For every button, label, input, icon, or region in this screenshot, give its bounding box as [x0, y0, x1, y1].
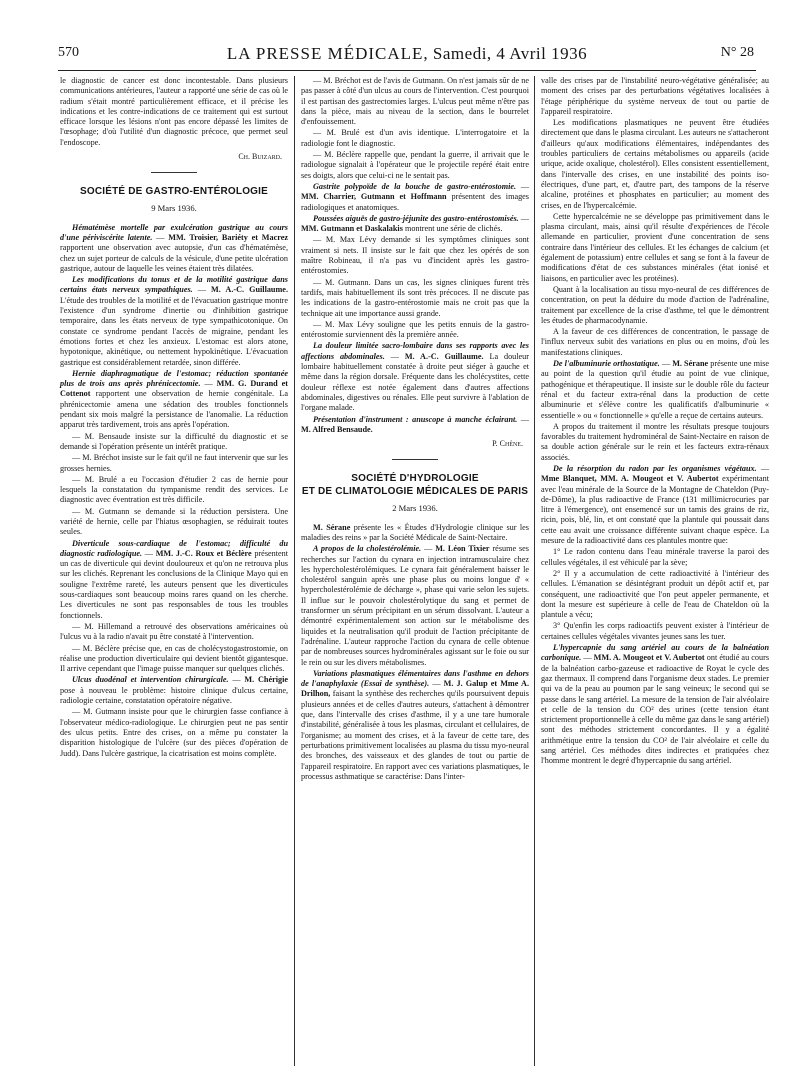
article-authors: M. A.-C. Guillaume.	[404, 351, 484, 361]
article-title: Hernie diaphragmatique de l'estomac; réduction spontanée plus de trois ans après phrénicectomie.	[60, 368, 288, 389]
article-title: De l'albuminurie orthostatique.	[553, 359, 660, 369]
discussion: — M. Gutmann insiste pour que le chirurgien fasse confiance à l'observateur médico-radiologique. Le chirurgien peut ne pas sentir des ulcus petits. Entre des crises, on a même pu constater la disparition histologique de l'ulcère (sur des pièces d'opération de Judd). Dans l'ulcère gastrique, la cicatrisation est moins complète.	[60, 707, 288, 758]
article-authors: M. J. Galup et Mme A. Drilhon,	[301, 679, 530, 699]
page-header	[58, 44, 756, 71]
article: L'hypercapnie du sang artériel au cours de la balnéation carbonique. — MM. A. Mougeot et V. Aubertot ont étudié au cours de la balnéation carbo-gazeuse et radioactive de Royat le cycle des gaz thermaux. Il comprend dans l'organisme deux stades. Le premier qui va de la peau au poumon par le sang veineux; le second qui se passe dans le sang artériel. La mesure de la tension de l'air alvéolaire et celle de la tension du CO² des urines (cette tension étant strictement proportionnelle à celle du même gaz dans le sang artériel) sont des méthodes strictement concordantes. Il y a égalité arithmétique entre la tension du CO² de l'air alvéolaire et celle du sang artériel. Ces méthodes dites indirectes et pratiquées chez l'homme montrent le degré d'hypercapnie du sang artériel.	[541, 643, 769, 766]
article: Hématémèse mortelle par exulcération gastrique au cours d'une périviscérite latente. — MM. Troisier, Bariéty et Macrez rapportent une observation avec autopsie, d'un cas d'hématémèse, chez un sujet porteur de calculs de la vésicule, d'une petite ulcération gastrique, autour de laquelle les veines étaient très dilatées.	[60, 222, 288, 273]
article: Gastrite polypoïde de la bouche de gastro-entérostomie. — MM. Charrier, Gutmann et Hoffmann présentent des images radiologiques et anatomiques.	[301, 181, 530, 212]
paragraph: valle des crises par de l'instabilité neuro-végétative généralisée; au moment des crises par des perturbations végétatives localisées à l'étage périphérique du système nerveux de tout ou partie de l'appareil respiratoire.	[541, 76, 769, 116]
discussion: — M. Bréchot est de l'avis de Gutmann. On n'est jamais sûr de ne pas passer à côté d'un ulcus au cours de l'intervention. C'est pourquoi il est partisan des gastrectomies larges. L'ulcus peut même n'être pas dans la pièce, mais au niveau de la section, dans le bourrelet d'enfouissement.	[301, 76, 529, 127]
journal-name: LA PRESSE MÉDICALE	[226, 44, 424, 63]
paragraph: le diagnostic de cancer est donc incontestable. Dans plusieurs communications antérieures, l'auteur a rapporté une série de cas où le radium s'était montré particulièrement efficace, et il précise les indications et les contre-indications de ce traitement qui est surtout efficace lorsque les lésions n'ont pas encore dépassé les limites de l'œsophage; d'où l'utilité d'un diagnostic précoce, que permet seul l'endoscope.	[60, 76, 288, 147]
column-rule-2	[534, 76, 535, 1066]
issue-date: Samedi, 4 Avril 1936	[432, 44, 588, 63]
paragraph: A propos du traitement il montre les résultats presque toujours favorables du traitement hydrominéral de Saint-Nectaire en raison de sa double action générale sur le rein et les facteurs extra-rénaux associés.	[541, 421, 769, 462]
discussion: — M. Bensaude insiste sur la difficulté du diagnostic et se demande si l'opération présente un intérêt pratique.	[60, 431, 288, 451]
discussion: — M. Brulé est d'un avis identique. L'interrogatoire et la radiologie font le diagnostic.	[301, 128, 529, 148]
article-authors: MM. A. Mougeot et V. Aubertot	[593, 653, 705, 663]
article: De la résorption du radon par les organismes végétaux. — Mme Blanquet, MM. A. Mougeot et V. Aubertot expérimentant avec l'eau minérale de la Source de la Montagne de Chateldon (Puy-de-Dôme), la plus radioactive de France (131 millimicrocuries par litre à l'émergence), ont ensemencé sur un tamis des grains de riz, ricin, pois, blé, lin, et ont constaté que la plantule qui poussait dans cette eau avait une croissance différente suivant chaque espèce. La mesure de la radioactivité dans ces plantules montre que:	[541, 463, 770, 546]
article-text: La douleur lombaire habituellement constatée à droite peut siéger à gauche et même dans la région dorsale. Fréquente dans les cholécystites, cette douleur réflexe est notée également dans d'autres affections abdominales, digestives ou rénales. Elle peut survivre à l'ablation de l'organe malade.	[301, 351, 530, 413]
article-text: présente les « Études d'Hydrologie clinique sur les maladies des reins » par la Société Médicale de Saint-Nectaire.	[301, 522, 529, 542]
article-text: présente une mise au point de la question qu'il étudie au point de vue clinique, pathogénique et thérapeutique. Il insiste sur le double rôle du facteur rénal et du facteur extra-rénal dans la production de cette albuminurie et s'élève contre les qualificatifs d'albuminurie « essentielle » ou « fonctionnelle » qu'elle a reçue de certains auteurs.	[541, 359, 770, 420]
article-text: montrent une série de clichés.	[404, 224, 503, 234]
article-authors: MM. J.-C. Roux et Béclère	[155, 548, 252, 558]
article-text: pose à nouveau le problème: histoire clinique d'ulcus certaine, radiologie certaine, constatation opératoire négative.	[60, 685, 288, 706]
article-title: A propos de la cholestérolémie.	[313, 544, 422, 554]
article-authors: M. A.-C. Guillaume.	[211, 285, 288, 295]
discussion: — M. Gutmann. Dans un cas, les signes cliniques furent très tardifs, mais habituellement ils sont très précoces. Il ne discute pas les indications de la gastro-entérostomie mais ne croit pas que la technique ait une importance aussi grande.	[301, 277, 529, 318]
issue-number: N° 28	[720, 45, 754, 60]
article-title: Diverticule sous-cardiaque de l'estomac; difficulté du diagnostic radiologique.	[60, 538, 288, 558]
article-authors: MM. Troisier, Bariéty et Macrez	[168, 232, 288, 242]
page-number: 570	[58, 45, 79, 60]
column-3	[541, 76, 769, 768]
signature: Ch. Buizard.	[238, 152, 282, 162]
article-text: expérimentant avec l'eau minérale de la Source de la Montagne de Chateldon (Puy-de-Dôme), la plus radioactive de France (131 millimicrocuries par litre à l'émergence), ont ensemencé sur un tamis des grains de riz, ricin, pois, blé, lin, et ont constaté que la plantule qui poussait dans cette eau avait une croissance différente suivant chaque espèce. La mesure de la radioactivité dans ces plantules montre que:	[541, 474, 770, 546]
article-title: Présentation d'instrument : anuscope à manche éclairant.	[313, 414, 518, 424]
section-title	[301, 472, 529, 498]
article: Présentation d'instrument : anuscope à manche éclairant. — M. Alfred Bensaude.	[301, 414, 529, 434]
section-title-line: ET DE CLIMATOLOGIE MÉDICALES DE PARIS	[301, 486, 529, 498]
paragraph: A la faveur de ces différences de concentration, le passage de l'influx nerveux subit des variations en plus ou en moins, d'où les manifestations cliniques.	[541, 327, 769, 357]
section-date: 9 Mars 1936.	[151, 203, 197, 214]
signature: P. Chêne.	[492, 439, 523, 449]
section-date: 2 Mars 1936.	[392, 503, 438, 514]
section-divider	[151, 172, 197, 173]
paragraph: Les modifications plasmatiques ne peuvent être étudiées directement que dans le plasma circulant. Les auteurs ne s'attacheront d'ailleurs qu'aux modifications élémentaires, indépendantes des troubles particuliers de certains métabolismes ou appareils (acide urique, acide oxalique, cholestérol). Elles consistent essentiellement, dans l'intervalle des crises, en une instabilité des points iso-électriques, d'une part, et, d'autre part, des tampons de la réserve alcaline, protéines et phosphates en particulier; au moment des crises, en de l'hypercalcémie.	[541, 118, 769, 210]
discussion: — M. Hillemand a retrouvé des observations américaines où l'ulcus vu à la radio n'avait pu être constaté à l'intervention.	[60, 621, 288, 642]
article-text: présentent des images radiologiques et anatomiques.	[301, 192, 529, 212]
section-title-line: SOCIÉTÉ D'HYDROLOGIE	[351, 473, 479, 485]
article-title: Variations plasmatiques élémentaires dans l'asthme en dehors de l'anaphylaxie (Essai de synthèse).	[301, 668, 529, 689]
article: La douleur limitée sacro-lombaire dans ses rapports avec les affections abdominales. — M. A.-C. Guillaume. La douleur lombaire habituellement constatée à droite peut siéger à gauche et même dans la région dorsale. Fréquente dans les cholécystites, cette douleur réflexe est notée également dans d'autres affections abdominales, digestives ou rénales. Elle peut survivre à l'ablation de l'organe malade.	[301, 341, 530, 413]
article-text: ont étudié au cours de la balnéation carbo-gazeuse et radioactive de Royat le cycle des gaz thermaux. Il comprend dans l'organisme deux stades. Le premier qui va de la peau au poumon par le sang veineux; le second qui se passe dans le sang artériel. La mesure de la tension de l'air alvéolaire et celle de la tension du CO² des urines (cette tension étant strictement proportionnelle à celle du même gaz dans le sang artériel) sont des méthodes strictement concordantes. Il y a égalité arithmétique entre la tension du CO² de l'air alvéolaire et celle du sang artériel. Ces méthodes dites indirectes et pratiquées chez l'homme montrent le degré d'hypercapnie du sang artériel.	[541, 653, 769, 766]
article-text: faisant la synthèse des recherches qu'ils poursuivent depuis plusieurs années et de celles d'autres auteurs, s'attachent à démontrer que, dans l'intervalle des crises d'asthme, il y a une tare humorale d'instabilité, généralisée à tous les plasmas, circulant et cellulaires, de l'organisme; au moment des crises, et à la faveur de cette tare, des perturbations primitivement localisées au plasma du tissu myo-neural des bronches, des vaisseaux et des glandes de tout ou partie de l'appareil respiratoire. En rapport avec ces variations plasmatiques, le processus asthmatique se caractérise: Dans l'inter-	[301, 689, 529, 781]
section-divider	[392, 459, 438, 460]
column-1	[60, 76, 288, 760]
article-title: De la résorption du radon par les organismes végétaux.	[553, 463, 757, 473]
article-title: La douleur limitée sacro-lombaire dans ses rapports avec les affections abdominales.	[301, 341, 529, 361]
article-authors: M. Sérane	[313, 522, 351, 532]
discussion: — M. Gutmann se demande si la réduction persistera. Une variété de hernie, celle par l'hiatus œsophagien, se réduirait toutes seules.	[60, 506, 288, 537]
article-title: L'hypercapnie du sang artériel au cours de la balnéation carbonique.	[541, 643, 769, 663]
article: Ulcus duodénal et intervention chirurgicale. — M. Chérigie pose à nouveau le problème: histoire clinique d'ulcus certaine, radiologie certaine, constatation opératoire négative.	[60, 675, 289, 706]
column-rule-1	[294, 76, 295, 1066]
article: Poussées aiguës de gastro-jéjunite des gastro-entérostomisés. — MM. Gutmann et Daskalakis montrent une série de clichés.	[301, 213, 529, 234]
discussion: — M. Max Lévy demande si les symptômes cliniques sont vraiment si nets. Il insiste sur le fait que chez les opérés de son maître Robineau, il n'a pas vu d'incident après les gastro-entérostomies.	[301, 235, 529, 276]
article	[301, 523, 529, 544]
article: A propos de la cholestérolémie. — M. Léon Tixier résume ses recherches sur l'action du cynara en injection intramusculaire chez les hypercholestérolémiques. Le cynara fait généralement baisser le cholestérol sanguin après une phase plus ou moins longue d' « hypercholestérolémie de décharge », phase qui varie selon les sujets. Il influe sur le pouvoir cholestérolytique du sang et permet de transformer un sérum précipitant en un sérum dissolvant. L'auteur a démontré expérimentalement son action sur le métabolisme des liquides et la neutralisation qu'il produit de l'action précipitante de l'adrénaline. L'auteur rapproche l'action du cynara de celle obtenue par de nombreuses sources hydrominérales agissant sur le foie ou sur le rein ou sur les divers métabolismes.	[301, 544, 529, 667]
list-item: 2° Il y a accumulation de cette radioactivité à l'intérieur des cellules. L'émanation se désintégrant produit un dépôt actif et, par conséquent, une radioactivité que l'on peut appeler permanente, et dont la mesure est supérieure à celle de l'eau de Chateldon où la plantule a vécu;	[541, 568, 769, 620]
column-2	[301, 76, 529, 783]
article-authors: MM. Gutmann et Daskalakis	[301, 224, 403, 234]
article-title: Gastrite polypoïde de la bouche de gastro-entérostomie.	[313, 181, 517, 191]
article-authors: MM. G. Durand et Cottenot	[60, 379, 288, 399]
article-text: rapportent une observation de hernie congénitale. La phrénicectomie amena une sédation des troubles fonctionnels pendant six mois malgré la persistance de l'anomalie. La réduction apparut très tardivement, trois ans après l'opération.	[60, 389, 288, 430]
article: Variations plasmatiques élémentaires dans l'asthme en dehors de l'anaphylaxie (Essai de synthèse). — M. J. Galup et Mme A. Drilhon, faisant la synthèse des recherches qu'ils poursuivent depuis plusieurs années et de celles d'autres auteurs, s'attachent à démontrer que, dans l'intervalle des crises d'asthme, il y a une tare humorale d'instabilité, généralisée à tous les plasmas, circulant et cellulaires, de l'organisme; au moment des crises, et à la faveur de cette tare, des perturbations primitivement localisées au plasma du tissu myo-neural des bronches, des vaisseaux et des glandes de tout ou partie de l'appareil respiratoire. En rapport avec ces variations plasmatiques, le processus asthmatique se caractérise: Dans l'inter-	[301, 668, 530, 781]
paragraph: Quant à la localisation au tissu myo-neural de ces différences de concentration, on peut la déduire du mode d'action de l'adrénaline, traitement par excellence de la crise d'asthme, tel que le démontrent les études de pharmacodynamie.	[541, 284, 769, 325]
article-text: rapportent une observation avec autopsie, d'un cas d'hématémèse, chez un sujet porteur de calculs de la vésicule, d'une petite ulcération gastrique, autour de laquelle les veines étaient très dilatées.	[60, 243, 288, 273]
article-authors: Mme Blanquet, MM. A. Mougeot et V. Aubertot	[541, 474, 719, 484]
section-title: SOCIÉTÉ DE GASTRO-ENTÉROLOGIE	[79, 186, 269, 198]
discussion: — M. Béclère rappelle que, pendant la guerre, il arrivait que le radiologue signalait à l'opérateur que le projectile repéré était entre ses doigts, alors que celui-ci ne le sentait pas.	[301, 150, 529, 180]
article-text: L'étude des troubles de la motilité et de l'évacuation gastrique montre l'existence d'un syndrome d'inertie ou d'inhibition gastrique temporaire, dans les états nerveux de type sympathicotonique. On constate ce syndrome pendant l'accès de migraine, pendant les émotions fortes et chez les anxieux. L'estomac est alors atone, hypotonique, akinétique, ou nettement hypokinétique. L'évacuation gastrique est considérablement retardée, sinon différée.	[60, 295, 288, 367]
discussion: — M. Max Lévy souligne que les petits ennuis de la gastro-entérostomie surviennent dès la première année.	[301, 319, 529, 340]
article-title: Poussées aiguës de gastro-jéjunite des gastro-entérostomisés.	[313, 213, 519, 223]
discussion: — M. Brulé a eu l'occasion d'étudier 2 cas de hernie pour lesquels la constatation du tympanisme rendit des services. Le diagnostic avec éventration est très difficile.	[60, 474, 288, 505]
discussion: — M. Bréchot insiste sur le fait qu'il ne faut intervenir que sur les grosses hernies.	[60, 453, 288, 473]
article-authors: M. Léon Tixier	[435, 544, 490, 554]
article: Hernie diaphragmatique de l'estomac; réduction spontanée plus de trois ans après phrénicectomie. — MM. G. Durand et Cottenot rapportent une observation de hernie congénitale. La phrénicectomie amena une sédation des troubles fonctionnels pendant six mois malgré la persistance de l'anomalie. La réduction apparut très tardivement, trois ans après l'opération.	[60, 368, 288, 430]
article-authors: M. Sérane	[672, 359, 709, 369]
article: Diverticule sous-cardiaque de l'estomac; difficulté du diagnostic radiologique. — MM. J.-C. Roux et Béclère présentent un cas de diverticule qui devint douloureux et qu'on ne retrouva plus sur les clichés. Reprenant les conclusions de la Clinique Mayo qui en souligne l'extrême rareté, les auteurs pensent que les diverticules sous-cardiaques sont beaucoup moins rares quand on les cherche. Les diverticules ne sont pas responsables de tous les troubles fonctionnels.	[60, 538, 289, 620]
discussion: — M. Béclère précise que, en cas de cholécystogastrostomie, on réalise une production diverticulaire qui devient bientôt gigantesque. Il arrive cependant que l'image puisse manquer sur quelques clichés.	[60, 643, 288, 674]
article-authors: MM. Charrier, Gutmann et Hoffmann	[301, 192, 447, 202]
article-title: Les modifications du tonus et de la motilité gastrique dans certains états nerveux sympathiques.	[60, 275, 288, 295]
paragraph: Cette hypercalcémie ne se développe pas primitivement dans le plasma circulant, mais, ainsi qu'il résulte d'expériences de l'école allemande en particulier, provient d'une concentration de sens contraire dans l'intérieur des cellules. Et les échanges de calcium (et également de potassium) entre cellules et sang se font à la faveur de modifications d'état de ces substances minérales (état ionisé et liaisons, en particulier avec les protéines).	[541, 211, 769, 283]
article-authors: M. Alfred Bensaude.	[301, 424, 373, 434]
article-title: Ulcus duodénal et intervention chirurgicale.	[72, 675, 229, 685]
list-item: 3° Qu'enfin les corps radioactifs peuvent exister à l'intérieur de certaines cellules végétales vivantes jeunes sans les tuer.	[541, 621, 769, 641]
article-title: Hématémèse mortelle par exulcération gastrique au cours d'une périviscérite latente.	[60, 222, 288, 242]
article: De l'albuminurie orthostatique. — M. Sérane présente une mise au point de la question qu'il étudie au point de vue clinique, pathogénique et thérapeutique. Il insiste sur le double rôle du facteur rénal et du facteur extra-rénal dans la production de cette albuminurie et s'élève contre les qualificatifs d'albuminurie « essentielle » ou « fonctionnelle » qu'elle a reçue de certains auteurs.	[541, 359, 770, 420]
list-item: 1° Le radon contenu dans l'eau minérale traverse la paroi des cellules végétales, il est véhiculé par la sève;	[541, 547, 769, 567]
article-text: résume ses recherches sur l'action du cynara en injection intramusculaire chez les hypercholestérolémiques. Le cynara fait généralement baisser le cholestérol sanguin après une phase plus ou moins longue d' « hypercholestérolémie de décharge », phase qui varie selon les sujets. Il influe sur le pouvoir cholestérolytique du sang et permet de transformer un sérum précipitant en un sérum dissolvant. L'auteur a démontré expérimentalement son action sur le métabolisme des liquides et la neutralisation qu'il produit de l'action précipitante de l'adrénaline. L'auteur rapproche l'action du cynara de celle obtenue par de nombreuses sources hydrominérales agissant sur le foie ou sur le rein ou sur les divers métabolismes.	[301, 544, 529, 667]
article-authors: M. Chérigie	[244, 675, 289, 685]
article: Les modifications du tonus et de la motilité gastrique dans certains états nerveux sympathiques. — M. A.-C. Guillaume. L'étude des troubles de la motilité et de l'évacuation gastrique montre l'existence d'un syndrome d'inertie ou d'inhibition gastrique temporaire, dans les états nerveux de type sympathicotonique. On constate ce syndrome pendant l'accès de migraine, pendant les émotions fortes et chez les anxieux. L'estomac est alors atone, hypotonique, akinétique, ou nettement hypokinétique. L'évacuation gastrique est considérablement retardée, sinon différée.	[60, 275, 288, 367]
article-text: présentent un cas de diverticule qui devint douloureux et qu'on ne retrouva plus sur les clichés. Reprenant les conclusions de la Clinique Mayo qui en souligne l'extrême rareté, les auteurs pensent que les diverticules sous-cardiaques sont beaucoup moins rares quand on les cherche. Les diverticules ne sont pas responsables de tous les troubles fonctionnels.	[60, 548, 289, 620]
running-title: LA PRESSE MÉDICALE, Samedi, 4 Avril 1936	[226, 44, 588, 63]
